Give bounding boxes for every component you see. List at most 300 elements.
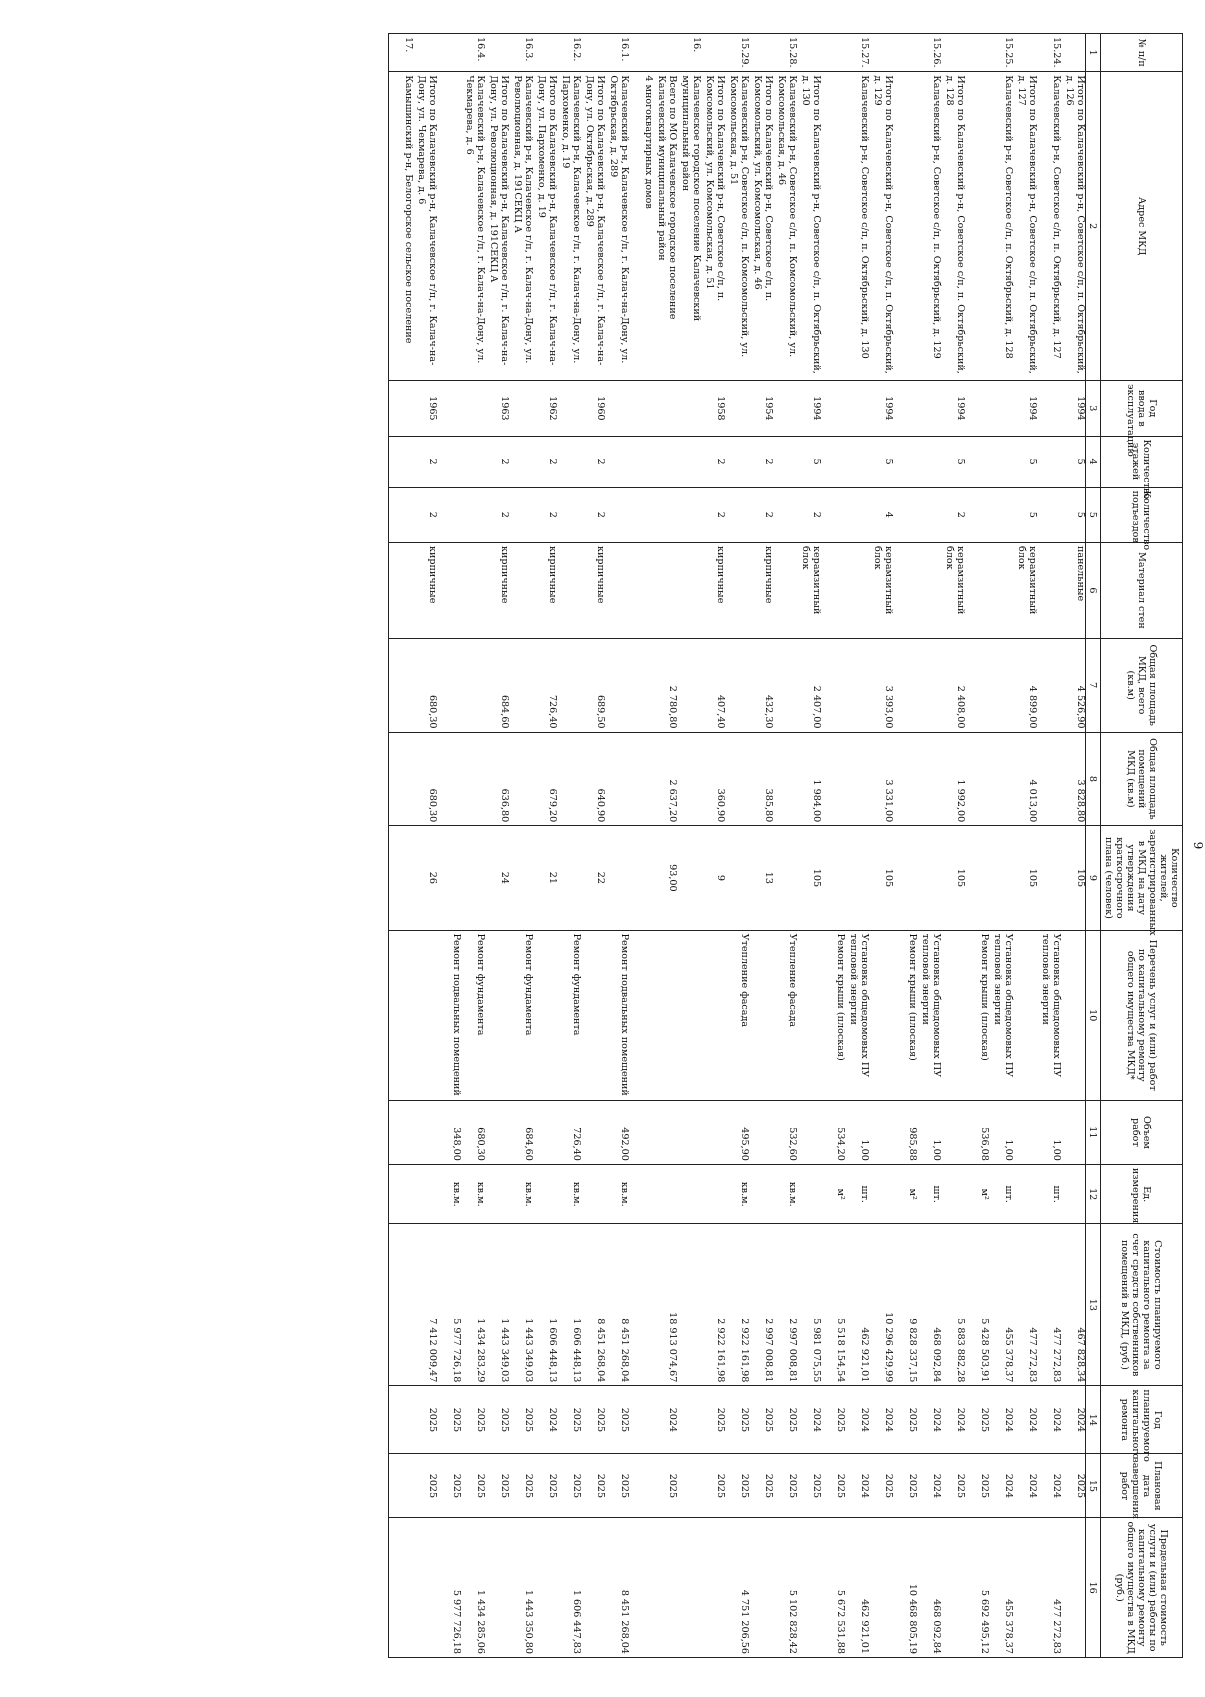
capital-repair-table xyxy=(388,33,1183,1658)
table-cell: 680,30 xyxy=(413,732,437,826)
table-cell xyxy=(581,1164,605,1224)
table-cell: 985,88 xyxy=(893,1100,917,1164)
table-cell: Калачевский р-н, Калачевское г/п, г. Калач-на-Дону, ул. Революционная, д. 191СЕКЦ А xyxy=(509,72,533,381)
table-cell: 2025 xyxy=(869,1454,893,1518)
table-cell xyxy=(989,826,1013,930)
table-cell: 105 xyxy=(869,826,893,930)
table-cell: 2025 xyxy=(821,1454,845,1518)
table-cell: Калачевский р-н, Калачевское г/п, г. Калач-на-Дону, ул. Октябрьская, д. 289 xyxy=(605,72,629,381)
table-cell xyxy=(605,543,629,639)
table-cell: 2 997 008,81 xyxy=(773,1224,797,1386)
table-cell: 8 451 268,04 xyxy=(605,1224,629,1386)
column-header-8: Общая площадь помещений МКД (кв.м) xyxy=(1100,732,1182,826)
table-cell xyxy=(605,732,629,826)
table-cell: 5 977 726,18 xyxy=(437,1518,461,1658)
table-cell xyxy=(893,487,917,542)
table-cell: кв.м. xyxy=(773,1164,797,1224)
table-cell: 1 606 448,13 xyxy=(533,1224,557,1386)
table-cell xyxy=(605,436,629,487)
table-cell xyxy=(917,487,941,542)
table-cell xyxy=(485,1518,509,1658)
table-cell xyxy=(461,826,485,930)
header-row xyxy=(1100,34,1182,1658)
table-cell xyxy=(581,34,605,72)
table-cell: Ремонт крыши (плоская) xyxy=(893,930,917,1100)
table-cell xyxy=(677,436,701,487)
table-cell xyxy=(388,1224,413,1386)
table-cell xyxy=(557,436,581,487)
table-cell: 477 272,83 xyxy=(1037,1518,1061,1658)
table-cell xyxy=(677,826,701,930)
table-cell: 5 xyxy=(1013,436,1037,487)
table-cell xyxy=(773,826,797,930)
table-cell: 4 013,00 xyxy=(1013,732,1037,826)
table-row xyxy=(533,34,557,1658)
table-cell: 1,00 xyxy=(917,1100,941,1164)
table-cell xyxy=(893,732,917,826)
column-number-4: 4 xyxy=(1085,436,1100,487)
table-cell xyxy=(941,34,965,72)
table-cell xyxy=(989,436,1013,487)
table-cell: кирпичные xyxy=(485,543,509,639)
table-cell: 2025 xyxy=(821,1386,845,1454)
table-cell: Всего по МО Калачевское городское поселение Калачевский муниципальный район xyxy=(653,72,677,381)
table-cell: 2 xyxy=(485,436,509,487)
table-cell xyxy=(461,381,485,436)
table-cell xyxy=(965,638,989,732)
table-cell xyxy=(749,34,773,72)
table-cell xyxy=(989,381,1013,436)
table-cell: 1 984,00 xyxy=(797,732,821,826)
table-cell: 2024 xyxy=(1037,1454,1061,1518)
table-row xyxy=(701,34,725,1658)
table-cell: кв.м. xyxy=(557,1164,581,1224)
table-cell: 407,40 xyxy=(701,638,725,732)
table-cell xyxy=(629,638,653,732)
table-cell: 93,00 xyxy=(653,826,677,930)
table-cell xyxy=(437,543,461,639)
table-cell: керамзитный блок xyxy=(797,543,821,639)
table-cell: Итого по Калачевский р-н, Советское с/п, п. Октябрьский, д. 129 xyxy=(869,72,893,381)
table-cell xyxy=(629,381,653,436)
table-cell xyxy=(653,487,677,542)
column-header-6: Материал стен xyxy=(1100,543,1182,639)
table-cell: 1994 xyxy=(1013,381,1037,436)
table-cell xyxy=(629,1454,653,1518)
table-cell: 2 xyxy=(533,436,557,487)
table-cell xyxy=(725,638,749,732)
table-cell: 2024 xyxy=(941,1386,965,1454)
table-cell xyxy=(965,381,989,436)
table-cell xyxy=(869,1100,893,1164)
table-cell xyxy=(677,381,701,436)
table-cell: 1962 xyxy=(533,381,557,436)
table-cell xyxy=(388,826,413,930)
table-cell: 4 751 206,56 xyxy=(725,1518,749,1658)
table-cell xyxy=(1037,436,1061,487)
table-cell: 24 xyxy=(485,826,509,930)
table-cell xyxy=(509,381,533,436)
table-cell xyxy=(941,930,965,1100)
table-cell: 2025 xyxy=(485,1454,509,1518)
table-cell: 2024 xyxy=(1037,1386,1061,1454)
table-cell: 534,20 xyxy=(821,1100,845,1164)
table-row xyxy=(1037,34,1061,1658)
table-cell xyxy=(893,638,917,732)
table-cell xyxy=(965,34,989,72)
table-cell: кв.м. xyxy=(461,1164,485,1224)
table-cell xyxy=(893,543,917,639)
table-cell xyxy=(533,1164,557,1224)
table-cell xyxy=(845,436,869,487)
table-cell xyxy=(677,1386,701,1454)
table-cell: 2 922 161,98 xyxy=(701,1224,725,1386)
table-cell xyxy=(413,1164,437,1224)
table-cell xyxy=(677,1454,701,1518)
table-cell: 2024 xyxy=(1013,1454,1037,1518)
table-cell: Ремонт фундамента xyxy=(461,930,485,1100)
column-number-7: 7 xyxy=(1085,638,1100,732)
table-row xyxy=(821,34,845,1658)
table-row xyxy=(725,34,749,1658)
table-cell: шт. xyxy=(845,1164,869,1224)
table-cell: Калачевский р-н, Советское с/п, п. Комсомольский, ул. Комсомольская, д. 46 xyxy=(773,72,797,381)
column-number-row xyxy=(1085,34,1100,1658)
table-cell: 2 997 008,81 xyxy=(749,1224,773,1386)
table-cell xyxy=(773,638,797,732)
table-cell xyxy=(749,1518,773,1658)
table-row xyxy=(557,34,581,1658)
table-cell xyxy=(388,381,413,436)
column-number-2: 2 xyxy=(1085,72,1100,381)
table-cell: 4 xyxy=(869,487,893,542)
table-cell xyxy=(629,487,653,542)
table-cell: Установка общедомовых ПУ тепловой энергии xyxy=(917,930,941,1100)
page-number: 9 xyxy=(1191,841,1205,850)
table-cell: 2025 xyxy=(749,1454,773,1518)
table-cell xyxy=(581,1100,605,1164)
table-cell xyxy=(845,381,869,436)
table-cell: 17. xyxy=(388,34,413,72)
table-cell: Ремонт фундамента xyxy=(509,930,533,1100)
table-cell xyxy=(1037,638,1061,732)
table-row xyxy=(437,34,461,1658)
table-cell: Установка общедомовых ПУ тепловой энергии xyxy=(989,930,1013,1100)
table-cell xyxy=(557,826,581,930)
table-cell xyxy=(461,732,485,826)
table-cell: 477 272,83 xyxy=(1013,1224,1037,1386)
table-cell: 10 468 805,19 xyxy=(893,1518,917,1658)
table-cell xyxy=(725,543,749,639)
table-cell: 105 xyxy=(1061,826,1086,930)
table-cell: 5 xyxy=(869,436,893,487)
table-row xyxy=(965,34,989,1658)
table-cell xyxy=(917,732,941,826)
column-number-8: 8 xyxy=(1085,732,1100,826)
table-cell: 2025 xyxy=(437,1386,461,1454)
table-cell xyxy=(629,34,653,72)
table-cell xyxy=(917,543,941,639)
table-cell xyxy=(941,1518,965,1658)
table-cell: кирпичные xyxy=(701,543,725,639)
table-cell xyxy=(845,543,869,639)
table-cell xyxy=(437,34,461,72)
table-cell: 1994 xyxy=(941,381,965,436)
table-cell: шт. xyxy=(1037,1164,1061,1224)
table-cell: 468 092,84 xyxy=(917,1224,941,1386)
table-cell: Установка общедомовых ПУ тепловой энергии xyxy=(845,930,869,1100)
table-cell xyxy=(869,1518,893,1658)
table-cell: 5 672 531,88 xyxy=(821,1518,845,1658)
table-cell xyxy=(677,1518,701,1658)
table-cell: Камышинский р-н, Белогорское сельское поселение xyxy=(388,72,413,381)
table-cell: 2025 xyxy=(701,1386,725,1454)
table-cell: Ремонт подвальных помещений xyxy=(605,930,629,1100)
table-cell xyxy=(797,1518,821,1658)
table-cell: 5 428 503,91 xyxy=(965,1224,989,1386)
table-cell xyxy=(629,1100,653,1164)
column-header-16: Предельная стоимость услуги и (или) работы по капитальному ремонту общего имущества в МКД (руб.) xyxy=(1100,1518,1182,1658)
table-cell: 2025 xyxy=(749,1386,773,1454)
column-number-3: 3 xyxy=(1085,381,1100,436)
column-header-10: Перечень услуг и (или) работ по капитальному ремонту общего имущества МКД* xyxy=(1100,930,1182,1100)
table-cell: 455 378,37 xyxy=(989,1224,1013,1386)
table-row xyxy=(869,34,893,1658)
table-cell xyxy=(1013,1164,1037,1224)
table-cell xyxy=(869,930,893,1100)
table-row xyxy=(605,34,629,1658)
column-header-1: № п/п xyxy=(1100,34,1182,72)
table-cell: 477 272,83 xyxy=(1037,1224,1061,1386)
table-body xyxy=(388,34,1085,1658)
table-cell xyxy=(437,638,461,732)
table-cell: 5 xyxy=(797,436,821,487)
table-cell: 2 922 161,98 xyxy=(725,1224,749,1386)
table-cell xyxy=(1037,543,1061,639)
column-header-9: Количество жителей, зарегистрированных в МКД на дату утверждения краткосрочного плана (человек) xyxy=(1100,826,1182,930)
table-cell: 3 828,80 xyxy=(1061,732,1086,826)
table-cell: 4 526,90 xyxy=(1061,638,1086,732)
table-cell xyxy=(437,436,461,487)
table-cell xyxy=(677,543,701,639)
table-cell: 1 443 349,03 xyxy=(485,1224,509,1386)
table-cell xyxy=(773,543,797,639)
table-cell: 432,30 xyxy=(749,638,773,732)
table-cell: 1994 xyxy=(869,381,893,436)
table-cell: 2024 xyxy=(653,1386,677,1454)
table-cell xyxy=(989,543,1013,639)
table-cell: 2025 xyxy=(773,1386,797,1454)
table-cell xyxy=(1037,487,1061,542)
table-cell: кв.м. xyxy=(509,1164,533,1224)
table-cell: 2 xyxy=(533,487,557,542)
table-cell: 3 393,00 xyxy=(869,638,893,732)
table-cell xyxy=(653,1100,677,1164)
table-row xyxy=(413,34,437,1658)
table-cell: Итого по Калачевский р-н, Советское с/п, п. Комсомольский, ул. Комсомольская, д. 51 xyxy=(701,72,725,381)
table-cell: 2024 xyxy=(989,1454,1013,1518)
table-cell xyxy=(821,543,845,639)
table-cell: 5 518 154,54 xyxy=(821,1224,845,1386)
table-cell: 2024 xyxy=(1061,1386,1086,1454)
table-cell xyxy=(1061,1164,1086,1224)
table-cell xyxy=(557,732,581,826)
table-cell xyxy=(677,930,701,1100)
table-cell: м² xyxy=(893,1164,917,1224)
table-cell: 726,40 xyxy=(557,1100,581,1164)
table-cell: кв.м. xyxy=(605,1164,629,1224)
table-cell: 13 xyxy=(749,826,773,930)
table-cell xyxy=(821,436,845,487)
table-cell: 9 xyxy=(701,826,725,930)
table-cell xyxy=(1061,1518,1086,1658)
table-cell: 2025 xyxy=(773,1454,797,1518)
table-cell xyxy=(821,826,845,930)
table-cell xyxy=(653,1164,677,1224)
table-cell: Итого по Калачевский р-н, Калачевское г/п, г. Калач-на-Дону, ул. Революционная, д. 191СЕКЦ А xyxy=(485,72,509,381)
table-cell: 468 092,84 xyxy=(917,1518,941,1658)
table-cell: Ремонт крыши (плоская) xyxy=(821,930,845,1100)
table-row xyxy=(653,34,677,1658)
table-cell: керамзитный блок xyxy=(941,543,965,639)
table-cell: 22 xyxy=(581,826,605,930)
table-cell: 3 331,00 xyxy=(869,732,893,826)
table-cell xyxy=(461,638,485,732)
table-row xyxy=(629,34,653,1658)
table-cell: 5 977 726,18 xyxy=(437,1224,461,1386)
column-header-4: Количество этажей xyxy=(1100,436,1182,487)
table-cell: кв.м. xyxy=(437,1164,461,1224)
table-cell xyxy=(965,487,989,542)
table-cell: 15.29. xyxy=(725,34,749,72)
table-cell xyxy=(388,1100,413,1164)
table-cell xyxy=(749,930,773,1100)
table-cell: 2025 xyxy=(413,1386,437,1454)
table-row xyxy=(461,34,485,1658)
table-cell xyxy=(941,1164,965,1224)
column-number-14: 14 xyxy=(1085,1386,1100,1454)
table-cell xyxy=(845,638,869,732)
table-cell xyxy=(845,487,869,542)
table-cell: 680,30 xyxy=(413,638,437,732)
table-cell xyxy=(989,732,1013,826)
table-cell xyxy=(677,487,701,542)
table-cell: 5 883 882,28 xyxy=(941,1224,965,1386)
table-cell: 684,60 xyxy=(485,638,509,732)
table-cell: Ремонт крыши (плоская) xyxy=(965,930,989,1100)
table-cell: Калачевский р-н, Советское с/п, п. Комсомольский, ул. Комсомольская, д. 51 xyxy=(725,72,749,381)
table-cell: 105 xyxy=(797,826,821,930)
table-cell: 2025 xyxy=(893,1454,917,1518)
table-cell xyxy=(1061,34,1086,72)
table-cell: 2025 xyxy=(605,1454,629,1518)
table-cell: Калачевский р-н, Советское с/п, п. Октябрьский, д. 128 xyxy=(989,72,1013,381)
table-cell xyxy=(893,381,917,436)
table-cell xyxy=(869,34,893,72)
table-cell: 1994 xyxy=(1061,381,1086,436)
table-row xyxy=(1013,34,1037,1658)
table-cell: Калачевский р-н, Советское с/п, п. Октябрьский, д. 127 xyxy=(1037,72,1061,381)
table-cell: 105 xyxy=(941,826,965,930)
table-cell xyxy=(388,487,413,542)
table-cell: 2 xyxy=(701,487,725,542)
table-cell: кирпичные xyxy=(581,543,605,639)
table-cell xyxy=(653,381,677,436)
table-cell xyxy=(749,1100,773,1164)
table-cell xyxy=(485,34,509,72)
table-cell: 2 xyxy=(581,487,605,542)
table-cell: 1 443 350,80 xyxy=(509,1518,533,1658)
table-cell xyxy=(388,1518,413,1658)
table-cell xyxy=(605,638,629,732)
table-cell: 1963 xyxy=(485,381,509,436)
table-cell xyxy=(941,1100,965,1164)
table-cell: 1 992,00 xyxy=(941,732,965,826)
table-cell xyxy=(749,1164,773,1224)
table-cell xyxy=(533,930,557,1100)
table-cell xyxy=(821,381,845,436)
table-cell: 2025 xyxy=(509,1386,533,1454)
table-cell xyxy=(1037,381,1061,436)
table-cell: Итого по Калачевский р-н, Советское с/п, п. Октябрьский, д. 128 xyxy=(941,72,965,381)
table-cell xyxy=(797,34,821,72)
table-cell: 492,00 xyxy=(605,1100,629,1164)
table-cell: 2025 xyxy=(461,1454,485,1518)
table-cell: 495,90 xyxy=(725,1100,749,1164)
table-cell: 1 443 349,03 xyxy=(509,1224,533,1386)
table-cell xyxy=(388,436,413,487)
table-cell xyxy=(485,930,509,1100)
table-cell: шт. xyxy=(989,1164,1013,1224)
table-cell xyxy=(677,732,701,826)
table-cell: 10 296 429,99 xyxy=(869,1224,893,1386)
table-cell xyxy=(1037,732,1061,826)
table-cell: 2024 xyxy=(917,1386,941,1454)
table-cell: 2 637,20 xyxy=(653,732,677,826)
table-cell xyxy=(1061,930,1086,1100)
table-cell xyxy=(605,381,629,436)
column-number-6: 6 xyxy=(1085,543,1100,639)
table-cell xyxy=(629,1224,653,1386)
table-cell xyxy=(509,543,533,639)
table-cell xyxy=(677,1224,701,1386)
table-cell xyxy=(773,487,797,542)
table-cell: Калачевский р-н, Калачевское г/п, г. Калач-на-Дону, ул. Чекмарева, д. 6 xyxy=(461,72,485,381)
table-row xyxy=(509,34,533,1658)
table-cell: 2024 xyxy=(917,1454,941,1518)
table-cell xyxy=(917,826,941,930)
table-cell: 2025 xyxy=(701,1454,725,1518)
table-cell xyxy=(701,1518,725,1658)
table-cell: 462 921,01 xyxy=(845,1224,869,1386)
table-cell: Утепление фасада xyxy=(725,930,749,1100)
table-cell xyxy=(653,1518,677,1658)
table-cell xyxy=(725,487,749,542)
table-row xyxy=(893,34,917,1658)
table-cell xyxy=(629,1518,653,1658)
table-cell xyxy=(869,1164,893,1224)
table-cell: 2025 xyxy=(581,1386,605,1454)
table-cell: Итого по Калачевский р-н, Калачевское г/п, г. Калач-на-Дону, ул. Чекмарева, д. 6 xyxy=(413,72,437,381)
table-cell: м² xyxy=(965,1164,989,1224)
table-cell xyxy=(677,638,701,732)
table-cell: 1,00 xyxy=(989,1100,1013,1164)
table-cell: м² xyxy=(821,1164,845,1224)
table-cell xyxy=(557,543,581,639)
table-cell xyxy=(1013,34,1037,72)
table-cell: 1 606 448,13 xyxy=(557,1224,581,1386)
table-cell: 2025 xyxy=(413,1454,437,1518)
